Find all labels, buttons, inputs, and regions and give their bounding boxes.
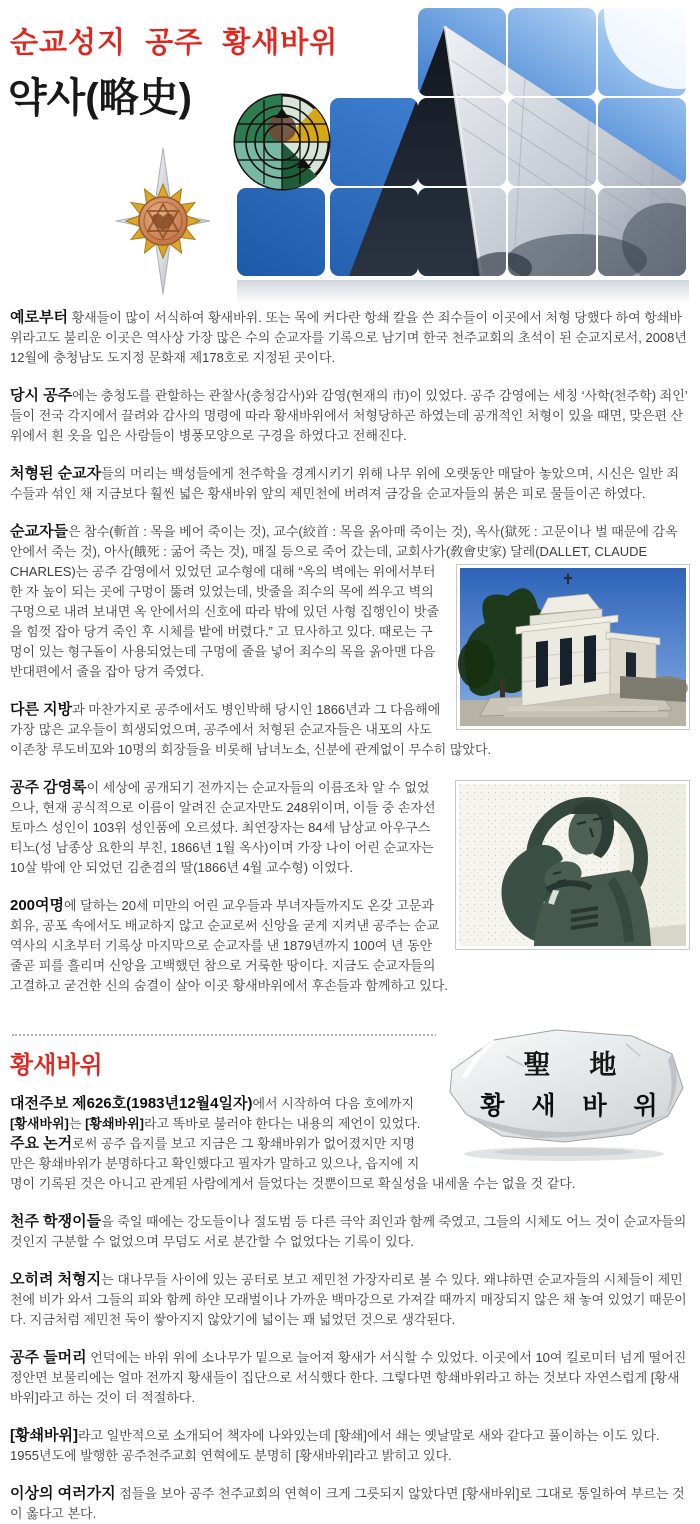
memorial-monument-photo <box>456 564 690 730</box>
paragraph-text: 는 <box>68 1116 86 1131</box>
paragraph-text: 과 마찬가지로 공주에서도 병인박해 당시인 1866년과 그 다음해에 가장 많은 교우들이 희생되었으며, 공주에서 처형된 순교자들은 내포의 사도 이존창 루도비꼬와 10명의 회장들을 비롯해 남녀노소, 신분에 관계없이 무수히 많았다. <box>10 702 492 757</box>
bold-term: [황새바위] <box>10 1116 69 1131</box>
tower-photo-collage <box>237 8 689 304</box>
lead-word: 처형된 순교자 <box>10 465 102 482</box>
paragraph-text: 에 달하는 20세 미만의 어린 교우들과 부녀자들까지도 온갖 고문과 회유, 공포 속에서도 배교하지 않고 순교로써 신앙을 굳게 지켜낸 공주는 순교 역사의 시초부터 기록상 마지막으로 순교자를 낸 1879년까지 100여 년 동안 줄곧 피를 흘리며 신앙을 고백했던 참으로 거룩한 땅이다. 지금도 순교자들의 고결하고 굳건한 신의 숨결이 살아 이곳 황새바위에서 후손들과 함께하고 있다. <box>10 898 448 993</box>
paragraph-text: 이 세상에 공개되기 전까지는 순교자들의 이름조차 알 수 없었으나, 현재 공식적으로 이름이 알려진 순교자만도 248위이며, 이들 중 손자선 토마스 성인이 103위 성인품에 오르셨다. 최연장자는 84세 남상교 아우구스티노(성 남종상 요한의 부친, 1866년 1월 옥사)이며 가장 나이 어린 순교자는 10살 밖에 안 되었던 김춘겸의 딸(1866년 4월 교수형) 이었다. <box>10 780 436 875</box>
section-title-hwangsae: 황새바위 <box>10 1052 103 1079</box>
paragraph-hwangsae-5 <box>10 1426 690 1466</box>
hwangsae-section <box>10 1052 690 1524</box>
history-title: 약사(略史) <box>8 76 192 120</box>
bold-term: [황쇄바위] <box>85 1116 144 1131</box>
lead-word: 당시 공주 <box>10 387 73 404</box>
lead-word: 대전주보 제626호(1983년12월4일자) <box>10 1095 253 1112</box>
paragraph-text: 교수형에 대해 “옥의 벽에는 위에서부터 한 자 높이 되는 곳에 구멍이 뚫려 있었는데, 밧줄을 죄수의 목에 씌우고 벽의 구멍으로 내려 보내면 옥 안에서의 신호에 따라 밖에 있던 사형 집행인이 밧줄을 힘껏 잡아 당겨 죽인 후 시체를 밭에 버렸다.” 고 묘사하고 있다. 때로는 구멍이 있는 형구돌이 사용되었는데 구멍에 줄을 넣어 죄수의 목을 옭아맨 다음 반대편에서 줄을 잡아 당겨 죽였다. <box>10 564 440 679</box>
lead-word: 주요 논거 <box>10 1135 73 1152</box>
pieta-statue-photo <box>455 780 690 950</box>
lead-word: 공주 감영록 <box>10 779 87 796</box>
stained-glass-rosette-icon <box>235 95 329 189</box>
paragraph-text: 에서 시작하여 다음 호에까지 <box>252 1096 415 1111</box>
paragraph-text: 는 대나무들 사이에 있는 공터로 보고 제민천 가장자리로 볼 수 있다. 왜냐하면 순교자들의 시체들이 제민천에 비가 와서 그들의 피와 함께 하얀 모래벌이나 가까운 백마강으로 가져갈 때까지 매장되지 않은 채 놓여 있었기 때문이다. 지금처럼 제민천 둑이 쌓아지지 않았기에 넓이는 꽤 넓었던 것으로 생각된다. <box>10 1272 687 1327</box>
site-title: 순교성지 공주 황새바위 <box>10 27 339 59</box>
paragraph-hwangsae-3 <box>10 1270 690 1330</box>
paragraph-text: 점들을 보아 공주 천주교회의 연혁이 크게 그릇되지 않았다면 [황새바위]로 그대로 통일하여 부르는 것이 옳다고 본다. <box>10 1486 685 1521</box>
paragraph-hwangsae-2 <box>10 1212 690 1252</box>
paragraph-text: 에는 충청도를 관할하는 관찰사(충청감사)와 감영(현재의 市)이 있었다. 공주 감영에는 세칭 ‘사학(천주학) 죄인’ 들이 전국 각지에서 끌려와 감사의 명령에 따라 황새바위에서 처형당하곤 하였는데 공개적인 처형이 있을 때면, 맞은편 산 위에서 흰 옷을 입은 사람들이 병풍모양으로 구경을 하였다고 전해진다. <box>10 388 688 443</box>
lead-word: 다른 지방 <box>10 701 73 718</box>
lead-word: 천주 학쟁이들 <box>10 1213 102 1230</box>
lead-word: 이상의 여러가지 <box>10 1485 116 1502</box>
paragraph-history-2 <box>10 386 690 446</box>
paragraph-text: 로써 공주 읍지를 보고 지금은 그 황쇄바위가 없어졌지만 지명만은 황쇄바위가 분명하다고 확인했다고 필자가 말하고 있으나, 읍지에 지명이 기록된 것은 아니고 관계된 사람에게서 들었다는 것뿐이므로 확실성을 내세울 수는 없을 것 같다. <box>10 1136 576 1191</box>
paragraph-text: 을 죽일 때에는 강도들이나 절도범 등 다른 극악 죄인과 함께 죽였고, 그들의 시체도 어느 것이 순교자들의 것인지 구분할 수 없었으며 무덤도 서로 분간할 수 없었다는 기록이 있다. <box>10 1214 687 1249</box>
lead-word: 공주 들머리 <box>10 1349 87 1366</box>
paragraph-hwangsae-4 <box>10 1348 690 1408</box>
paragraph-text: 은 참수(斬首 : 목을 베어 죽이는 것), 교수(絞首 : 목을 옭아매 죽이는 것), 옥사(獄死 : 고문이나 벌 때문에 감옥 안에서 죽는 것), 아사(餓死 : 굶어 죽는 것), 매질 등으로 죽어 갔는데, 교회사가(敎會史家) 달레(DALLET, CLAUDE CHARLES)는 공주 감영에서 있었던 <box>10 524 678 579</box>
cross-sun-medallion-icon <box>108 146 218 296</box>
paragraph-text: 황새들이 많이 서식하여 황새바위. 또는 목에 커다란 항쇄 칼을 쓴 죄수들이 이곳에서 처형 당했다 하여 항쇄바위라고도 불리운 이곳은 역사상 가장 많은 수의 순교자를 기록으로 남기며 한국 천주교회의 초석이 된 순교지로서, 2008년 12월에 충청남도 도지정 문화재 제178호로 지정된 곳이다. <box>10 310 687 365</box>
rock-inscription-hangul: 황 새 바 위 <box>480 1092 668 1120</box>
header <box>0 0 700 308</box>
paragraph-text: 라고 똑바로 불러야 한다는 내용의 제언이 있었다. <box>143 1116 421 1131</box>
lead-word: 200여명 <box>10 897 65 914</box>
paragraph-text: 라고 일반적으로 소개되어 책자에 나와있는데 [황쇄]에서 쇄는 옛날말로 새와 같다고 풀이하는 이도 있다. 1955년도에 발행한 공주천주교회 연혁에도 분명히 [황새바위]라고 밝히고 있다. <box>10 1428 660 1463</box>
paragraph-hwangsae-6 <box>10 1484 690 1524</box>
paragraph-history-3 <box>10 464 690 504</box>
lead-word: 순교자들 <box>10 523 68 540</box>
paragraph-history-6 <box>10 778 690 878</box>
lead-word: [황쇄바위] <box>10 1427 78 1444</box>
lead-word: 오히려 처형지 <box>10 1271 102 1288</box>
article-body <box>0 308 700 1524</box>
holy-site-rock-photo <box>436 1026 690 1163</box>
paragraph-history-1 <box>10 308 690 368</box>
rock-inscription-hanja: 聖 地 <box>523 1050 633 1080</box>
paragraph-text: 언덕에는 바위 위에 소나무가 밑으로 늘어져 황새가 서식할 수 있었다. 이곳에서 10여 킬로미터 넘게 떨어진 정안면 보물리에는 얼마 전까지 황새들이 집단으로 서식했다 한다. 그렇다면 항쇄바위라고 하는 것보다 자연스럽게 [황새바위]라고 하는 것이 더 적절하다. <box>10 1350 687 1405</box>
lead-word: 예로부터 <box>10 309 68 326</box>
paragraph-text: 들의 머리는 백성들에게 천주학을 경계시키기 위해 나무 위에 오랫동안 매달아 놓았으며, 시신은 일반 죄수들과 섞인 채 지금보다 훨씬 넓은 황새바위 앞의 제민천에 버려져 금강을 순교자들의 붉은 피로 물들이곤 하였다. <box>10 466 680 501</box>
paragraph-history-4 <box>10 522 690 682</box>
